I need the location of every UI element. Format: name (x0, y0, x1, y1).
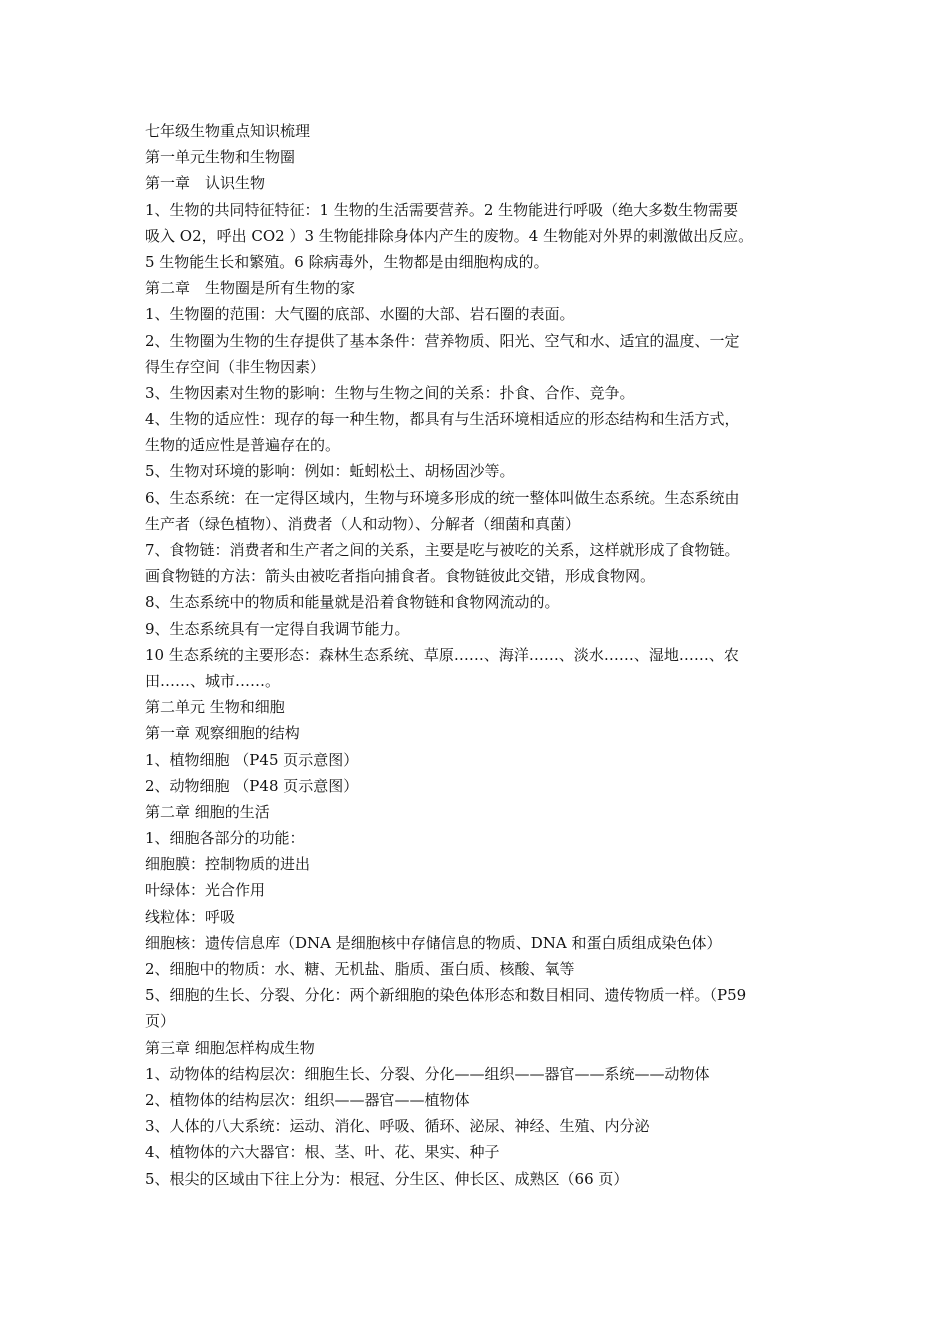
text-line: 线粒体：呼吸 (145, 907, 236, 926)
text-line: 7、食物链：消费者和生产者之间的关系，主要是吃与被吃的关系，这样就形成了食物链。 (145, 541, 740, 559)
text-line: 9、生态系统具有一定得自我调节能力。 (145, 619, 410, 638)
text-line: 得生存空间（非生物因素） (145, 357, 326, 376)
text-line: 5 生物能生长和繁殖。6 除病毒外，生物都是由细胞构成的。 (145, 252, 549, 271)
text-line: 叶绿体：光合作用 (145, 881, 266, 900)
chapter-heading: 第三章 细胞怎样构成生物 (145, 1038, 315, 1057)
chapter-heading: 第二章 细胞的生活 (145, 802, 270, 821)
text-line: 生产者（绿色植物）、消费者（人和动物）、分解者（细菌和真菌） (145, 514, 581, 533)
text-line: 吸入 O2，呼出 CO2 ）3 生物能排除身体内产生的废物。4 生物能对外界的刺激做出反应。 (145, 226, 754, 245)
text-line: 2、生物圈为生物的生存提供了基本条件：营养物质、阳光、空气和水、适宜的温度、一定 (145, 331, 740, 350)
text-line: 3、人体的八大系统：运动、消化、呼吸、循环、泌尿、神经、生殖、内分泌 (145, 1117, 650, 1136)
text-line: 细胞核：遗传信息库（DNA 是细胞核中存储信息的物质、DNA 和蛋白质组成染色体） (145, 933, 722, 952)
chapter-heading: 第一章 观察细胞的结构 (145, 724, 300, 743)
text-line: 5、细胞的生长、分裂、分化：两个新细胞的染色体形态和数目相同、遗传物质一样。（P59 (145, 986, 747, 1005)
chapter-heading: 第一章 认识生物 (145, 174, 266, 193)
text-line: 生物的适应性是普遍存在的。 (145, 436, 341, 455)
text-line: 画食物链的方法：箭头由被吃者指向捕食者。食物链彼此交错，形成食物网。 (145, 567, 656, 586)
text-line: 6、生态系统：在一定得区域内，生物与环境多形成的统一整体叫做生态系统。生态系统由 (145, 488, 740, 507)
text-line: 8、生态系统中的物质和能量就是沿着食物链和食物网流动的。 (145, 593, 560, 612)
text-line: 2、植物体的结构层次：组织——器官——植物体 (145, 1090, 470, 1109)
text-line: 5、根尖的区域由下往上分为：根冠、分生区、伸长区、成熟区（66 页） (145, 1169, 629, 1188)
text-line: 2、细胞中的物质：水、糖、无机盐、脂质、蛋白质、核酸、氧等 (145, 960, 575, 978)
text-line: 5、生物对环境的影响：例如：蚯蚓松土、胡杨固沙等。 (145, 462, 515, 481)
text-line: 1、细胞各部分的功能： (145, 829, 305, 848)
text-line: 10 生态系统的主要形态：森林生态系统、草原……、海洋……、淡水……、湿地……、农 (145, 645, 739, 664)
text-line: 2、动物细胞 （P48 页示意图） (145, 776, 359, 795)
unit-heading: 第一单元生物和生物圈 (145, 148, 296, 167)
text-line: 4、植物体的六大器官：根、茎、叶、花、果实、种子 (145, 1143, 500, 1162)
text-line: 1、植物细胞 （P45 页示意图） (145, 750, 359, 769)
document-title: 七年级生物重点知识梳理 (145, 122, 311, 140)
text-line: 1、生物的共同特征特征：1 生物的生活需要营养。2 生物能进行呼吸（绝大多数生物需要 (145, 200, 739, 219)
text-line: 1、生物圈的范围：大气圈的底部、水圈的大部、岩石圈的表面。 (145, 305, 575, 324)
unit-heading: 第二单元 生物和细胞 (145, 698, 285, 717)
text-line: 细胞膜：控制物质的进出 (145, 855, 311, 874)
text-line: 3、生物因素对生物的影响：生物与生物之间的关系：扑食、合作、竞争。 (145, 383, 635, 402)
text-line: 页） (145, 1012, 176, 1031)
text-line: 1、动物体的结构层次：细胞生长、分裂、分化——组织——器官——系统——动物体 (145, 1064, 710, 1083)
chapter-heading: 第二章 生物圈是所有生物的家 (145, 279, 356, 298)
document-body (145, 118, 810, 1192)
text-line: 4、生物的适应性：现存的每一种生物，都具有与生活环境相适应的形态结构和生活方式， (145, 410, 740, 429)
text-line: 田……、城市……。 (145, 671, 281, 690)
